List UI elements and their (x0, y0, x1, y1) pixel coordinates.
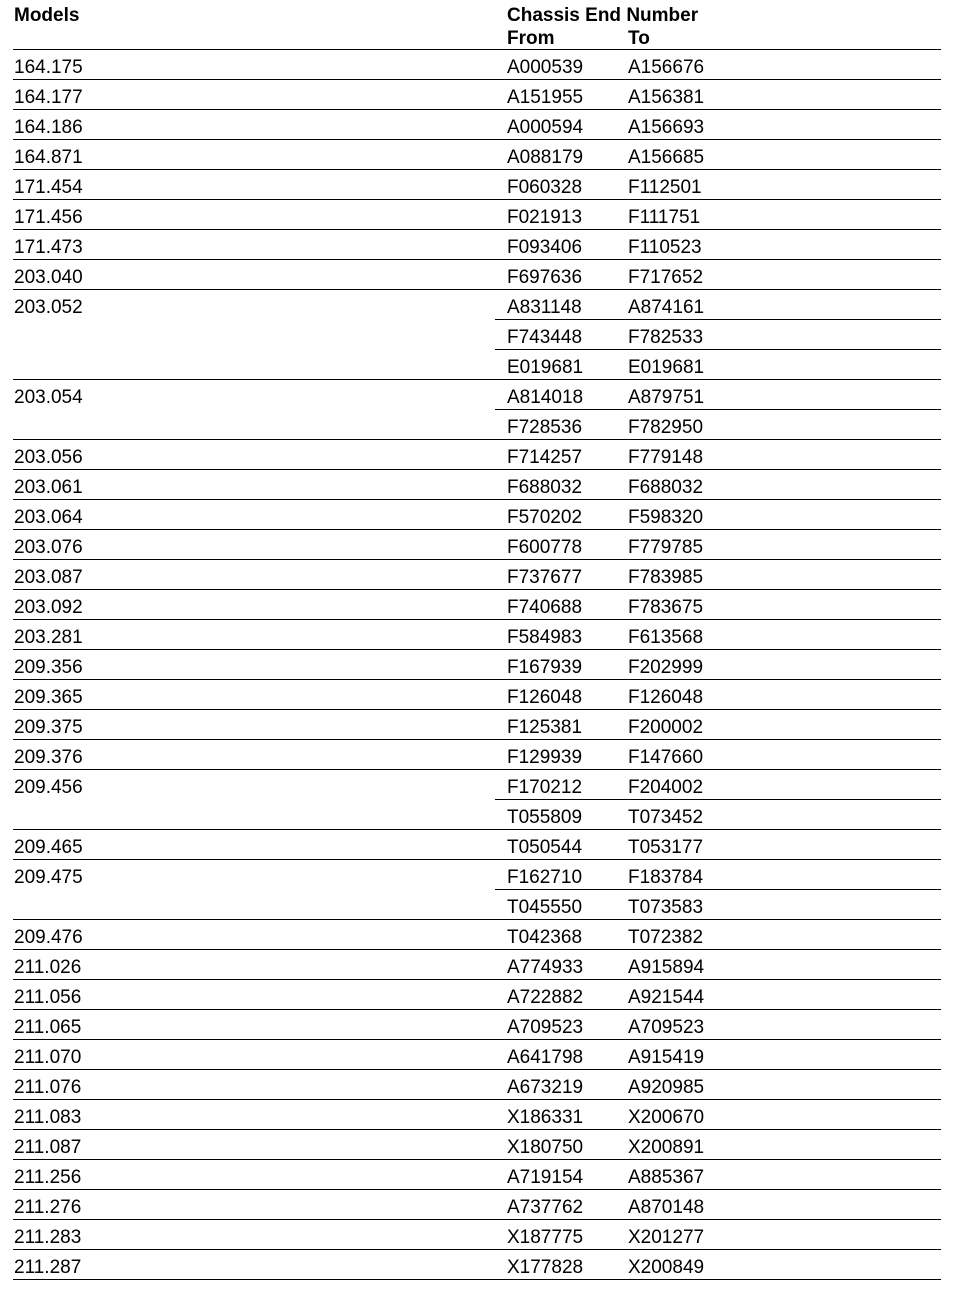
from-cell: F162710 (507, 867, 583, 888)
model-cell: 209.365 (14, 687, 83, 708)
model-cell: 211.083 (14, 1107, 82, 1128)
sub-row-divider (495, 319, 941, 320)
from-cell: T045550 (507, 897, 583, 918)
from-cell: X177828 (507, 1257, 584, 1278)
row-divider (13, 1099, 941, 1100)
from-cell: A088179 (507, 147, 584, 168)
to-cell: T072382 (628, 927, 704, 948)
to-cell: F598320 (628, 507, 704, 528)
from-cell: F021913 (507, 207, 583, 228)
from-cell: A709523 (507, 1017, 584, 1038)
to-cell: A915894 (628, 957, 705, 978)
model-cell: 203.076 (14, 537, 83, 558)
from-cell: X187775 (507, 1227, 584, 1248)
row-divider (13, 169, 941, 170)
from-cell: X180750 (507, 1137, 584, 1158)
row-divider (13, 259, 941, 260)
from-cell: T042368 (507, 927, 583, 948)
model-cell: 203.052 (14, 297, 83, 318)
model-cell: 209.475 (14, 867, 83, 888)
model-cell: 211.256 (14, 1167, 82, 1188)
row-divider (13, 739, 941, 740)
row-divider (13, 1219, 941, 1220)
to-cell: F200002 (628, 717, 704, 738)
from-cell: F129939 (507, 747, 583, 768)
model-cell: 209.476 (14, 927, 83, 948)
model-cell: 203.281 (14, 627, 83, 648)
model-cell: 164.186 (14, 117, 83, 138)
row-divider (13, 859, 941, 860)
model-cell: 203.061 (14, 477, 83, 498)
to-cell: A885367 (628, 1167, 705, 1188)
from-cell: F600778 (507, 537, 583, 558)
model-cell: 211.056 (14, 987, 82, 1008)
row-divider (13, 139, 941, 140)
to-cell: A156381 (628, 87, 705, 108)
model-cell: 209.375 (14, 717, 83, 738)
from-cell: F170212 (507, 777, 583, 798)
chassis-end-number-header: Chassis End Number (507, 5, 699, 26)
from-cell: A722882 (507, 987, 584, 1008)
to-cell: A156685 (628, 147, 705, 168)
model-cell: 211.070 (14, 1047, 82, 1068)
to-cell: X200891 (628, 1137, 705, 1158)
to-cell: F782950 (628, 417, 704, 438)
from-cell: F737677 (507, 567, 583, 588)
row-divider (13, 559, 941, 560)
model-cell: 211.087 (14, 1137, 82, 1158)
row-divider (13, 589, 941, 590)
to-cell: F779785 (628, 537, 704, 558)
from-cell: F688032 (507, 477, 583, 498)
model-cell: 164.175 (14, 57, 83, 78)
to-cell: A879751 (628, 387, 705, 408)
model-cell: 211.283 (14, 1227, 82, 1248)
row-divider (13, 709, 941, 710)
model-cell: 171.454 (14, 177, 83, 198)
model-cell: 211.287 (14, 1257, 82, 1278)
row-divider (13, 529, 941, 530)
from-cell: F093406 (507, 237, 583, 258)
row-divider (13, 1129, 941, 1130)
from-cell: F167939 (507, 657, 583, 678)
row-divider (13, 649, 941, 650)
from-cell: A831148 (507, 297, 582, 318)
to-cell: F183784 (628, 867, 704, 888)
to-cell: A870148 (628, 1197, 705, 1218)
to-cell: F783675 (628, 597, 704, 618)
to-cell: A920985 (628, 1077, 705, 1098)
from-cell: F728536 (507, 417, 583, 438)
to-cell: F779148 (628, 447, 704, 468)
to-cell: A156676 (628, 57, 705, 78)
model-cell: 164.871 (14, 147, 83, 168)
model-cell: 164.177 (14, 87, 83, 108)
to-cell: T053177 (628, 837, 704, 858)
from-cell: F584983 (507, 627, 583, 648)
to-cell: F204002 (628, 777, 704, 798)
model-cell: 203.054 (14, 387, 83, 408)
from-cell: F743448 (507, 327, 583, 348)
from-cell: T050544 (507, 837, 583, 858)
model-cell: 211.026 (14, 957, 82, 978)
to-cell: F688032 (628, 477, 704, 498)
sub-row-divider (495, 409, 941, 410)
to-cell: E019681 (628, 357, 705, 378)
from-cell: A814018 (507, 387, 584, 408)
to-cell: X200849 (628, 1257, 705, 1278)
from-cell: F740688 (507, 597, 583, 618)
model-cell: 171.456 (14, 207, 83, 228)
header-rule (13, 49, 941, 50)
model-cell: 203.087 (14, 567, 83, 588)
from-cell: F125381 (507, 717, 583, 738)
to-cell: X201277 (628, 1227, 705, 1248)
row-divider (13, 79, 941, 80)
model-cell: 211.065 (14, 1017, 82, 1038)
from-cell: A151955 (507, 87, 584, 108)
from-cell: F697636 (507, 267, 583, 288)
row-divider (13, 949, 941, 950)
sub-row-divider (495, 799, 941, 800)
model-cell: 209.465 (14, 837, 83, 858)
row-divider (13, 1249, 941, 1250)
model-cell: 203.056 (14, 447, 83, 468)
models-header: Models (14, 5, 80, 26)
from-cell: F714257 (507, 447, 583, 468)
row-divider (13, 1279, 941, 1280)
row-divider (13, 439, 941, 440)
model-cell: 211.076 (14, 1077, 82, 1098)
model-cell: 171.473 (14, 237, 83, 258)
model-cell: 209.356 (14, 657, 83, 678)
to-header: To (628, 28, 650, 49)
row-divider (13, 979, 941, 980)
row-divider (13, 289, 941, 290)
to-cell: F202999 (628, 657, 704, 678)
from-cell: A673219 (507, 1077, 584, 1098)
to-cell: X200670 (628, 1107, 705, 1128)
to-cell: T073583 (628, 897, 704, 918)
row-divider (13, 1039, 941, 1040)
to-cell: F126048 (628, 687, 704, 708)
row-divider (13, 679, 941, 680)
from-cell: T055809 (507, 807, 583, 828)
to-cell: T073452 (628, 807, 704, 828)
to-cell: F110523 (628, 237, 702, 258)
row-divider (13, 109, 941, 110)
to-cell: A709523 (628, 1017, 705, 1038)
row-divider (13, 1189, 941, 1190)
from-cell: A000539 (507, 57, 584, 78)
to-cell: F147660 (628, 747, 704, 768)
row-divider (13, 769, 941, 770)
to-cell: F782533 (628, 327, 704, 348)
to-cell: A915419 (628, 1047, 705, 1068)
to-cell: A156693 (628, 117, 705, 138)
model-cell: 209.376 (14, 747, 83, 768)
from-cell: X186331 (507, 1107, 584, 1128)
row-divider (13, 229, 941, 230)
from-cell: F570202 (507, 507, 583, 528)
row-divider (13, 199, 941, 200)
from-cell: F126048 (507, 687, 583, 708)
to-cell: F783985 (628, 567, 704, 588)
from-cell: E019681 (507, 357, 584, 378)
row-divider (13, 1009, 941, 1010)
row-divider (13, 1069, 941, 1070)
row-divider (13, 619, 941, 620)
sub-row-divider (495, 349, 941, 350)
row-divider (13, 829, 941, 830)
from-cell: A719154 (507, 1167, 584, 1188)
from-header: From (507, 28, 555, 49)
model-cell: 203.092 (14, 597, 83, 618)
model-cell: 211.276 (14, 1197, 82, 1218)
to-cell: F613568 (628, 627, 704, 648)
model-cell: 209.456 (14, 777, 83, 798)
from-cell: F060328 (507, 177, 583, 198)
row-divider (13, 379, 941, 380)
to-cell: F717652 (628, 267, 704, 288)
row-divider (13, 1159, 941, 1160)
to-cell: F111751 (628, 207, 701, 228)
row-divider (13, 469, 941, 470)
to-cell: F112501 (628, 177, 702, 198)
from-cell: A774933 (507, 957, 584, 978)
row-divider (13, 499, 941, 500)
sub-row-divider (495, 889, 941, 890)
row-divider (13, 919, 941, 920)
to-cell: A874161 (628, 297, 705, 318)
from-cell: A737762 (507, 1197, 584, 1218)
to-cell: A921544 (628, 987, 705, 1008)
model-cell: 203.040 (14, 267, 83, 288)
from-cell: A641798 (507, 1047, 584, 1068)
from-cell: A000594 (507, 117, 584, 138)
model-cell: 203.064 (14, 507, 83, 528)
